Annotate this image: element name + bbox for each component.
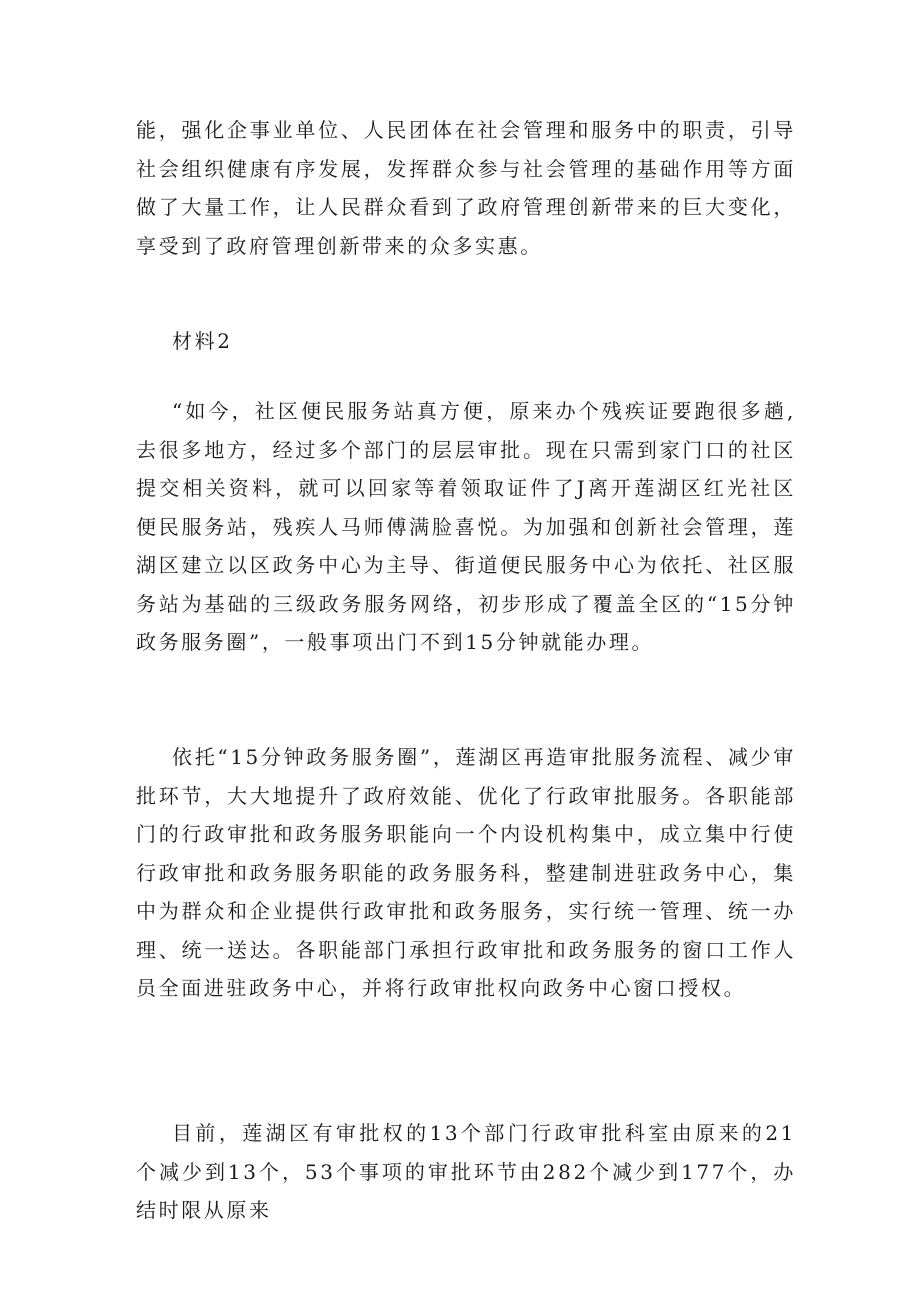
section-heading: 材料2 [172, 329, 233, 353]
paragraph-service-circle: 依托“15分钟政务服务圈”，莲湖区再造审批服务流程、减少审批环节，大大地提升了政府效能、优化了行政审批服务。各职能部门的行政审批和政务服务职能向一个内设机构集中，成立集中行使行政审批和政务服务职能的政务服务科，整建制进驻政务中心，集中为群众和企业提供行政审批和政务服务，实行统一管理、统一办理、统一送达。各职能部门承担行政审批和政务服务的窗口工作人员全面进驻政务中心，并将行政审批权向政务中心窗口授权。 [136, 745, 796, 1000]
paragraph-continued: 能，强化企事业单位、人民团体在社会管理和服务中的职责，引导社会组织健康有序发展，发挥群众参与社会管理的基础作用等方面做了大量工作，让人民群众看到了政府管理创新带来的巨大变化，享受到了政府管理创新带来的众多实惠。 [136, 118, 796, 258]
paragraph-quote: “如今，社区便民服务站真方便，原来办个残疾证要跑很多趟,去很多地方，经过多个部门的层层审批。现在只需到家门口的社区提交相关资料，就可以回家等着领取证件了J离开莲湖区红光社区便民服务站，残疾人马师傅满脸喜悦。为加强和创新社会管理，莲湖区建立以区政务中心为主导、街道便民服务中心为依托、社区服务站为基础的三级政务服务网络，初步形成了覆盖全区的“15分钟政务服务圈”，一般事项出门不到15分钟就能办理。 [136, 399, 796, 654]
paragraph-statistics: 目前，莲湖区有审批权的13个部门行政审批科室由原来的21个减少到13个，53个事项的审批环节由282个减少到177个，办结时限从原来 [136, 1121, 796, 1222]
